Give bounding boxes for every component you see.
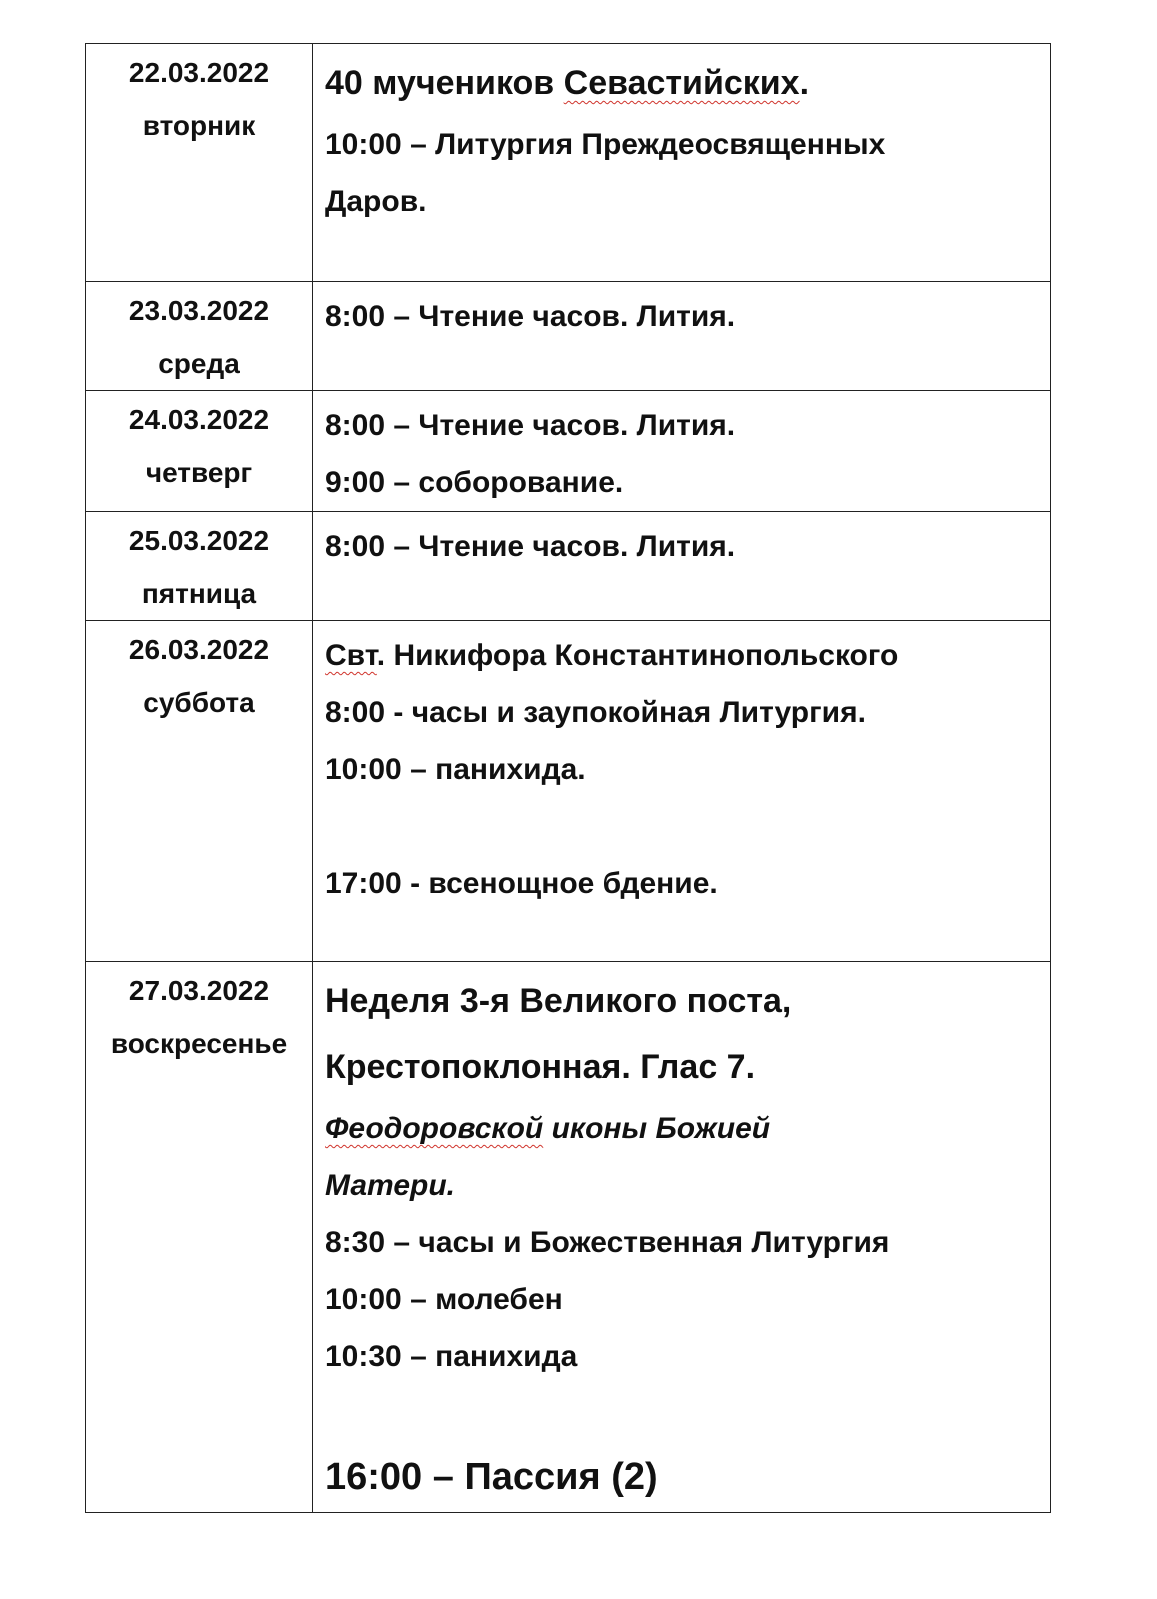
services-cell xyxy=(313,962,1051,1513)
service-line-suffix: . xyxy=(799,64,810,102)
service-date: 22.03.2022 xyxy=(128,57,270,88)
schedule-row xyxy=(86,621,1051,962)
date-cell xyxy=(86,512,313,621)
service-date: 23.03.2022 xyxy=(128,295,270,326)
service-line xyxy=(325,627,1050,684)
schedule-row xyxy=(86,282,1051,391)
service-line: 10:30 – панихида xyxy=(325,1340,578,1373)
weekday-label: суббота xyxy=(143,687,255,718)
date-cell xyxy=(86,282,313,391)
spellcheck-marked-word: Севастийских xyxy=(563,64,800,102)
service-date: 25.03.2022 xyxy=(128,525,270,556)
date-cell xyxy=(86,44,313,282)
weekday-label: пятница xyxy=(141,578,257,609)
service-line: 8:00 – Чтение часов. Лития. xyxy=(325,300,736,333)
service-line: 10:00 – Литургия Преждеосвященных xyxy=(325,128,886,161)
service-line: 8:00 – Чтение часов. Лития. xyxy=(325,530,736,563)
services-cell xyxy=(313,512,1051,621)
blank-line xyxy=(325,798,1050,855)
service-line: Матери. xyxy=(325,1169,455,1202)
service-date: 27.03.2022 xyxy=(128,975,270,1006)
service-line: 8:00 - часы и заупокойная Литургия. xyxy=(325,696,866,729)
service-line: 17:00 - всенощное бдение. xyxy=(325,867,718,900)
service-line: 8:00 – Чтение часов. Лития. xyxy=(325,409,736,442)
weekday-label: воскресенье xyxy=(110,1028,288,1059)
service-line: Неделя 3-я Великого поста, xyxy=(325,982,792,1020)
date-cell xyxy=(86,962,313,1513)
service-line: Крестопоклонная. Глас 7. xyxy=(325,1048,756,1086)
schedule-row xyxy=(86,512,1051,621)
weekday-label: вторник xyxy=(142,110,256,141)
services-cell xyxy=(313,282,1051,391)
schedule-row xyxy=(86,391,1051,512)
service-line-suffix: . Никифора Константинопольского xyxy=(376,639,899,672)
service-line: 8:30 – часы и Божественная Литургия xyxy=(325,1226,890,1259)
service-date: 24.03.2022 xyxy=(128,404,270,435)
spellcheck-marked-word: Феодоровской xyxy=(325,1112,544,1145)
service-line: 16:00 – Пассия (2) xyxy=(325,1456,658,1498)
date-cell xyxy=(86,391,313,512)
service-line: 10:00 – молебен xyxy=(325,1283,563,1316)
service-line: 10:00 – панихида. xyxy=(325,753,586,786)
services-cell xyxy=(313,44,1051,282)
service-line-prefix: 40 мучеников xyxy=(325,64,564,102)
service-line-suffix: иконы Божией xyxy=(543,1112,771,1145)
service-date: 26.03.2022 xyxy=(128,634,270,665)
schedule-table xyxy=(85,43,1051,1513)
blank-line xyxy=(325,1385,1050,1442)
service-line xyxy=(325,50,1050,116)
services-cell xyxy=(313,391,1051,512)
weekday-label: четверг xyxy=(145,457,253,488)
services-cell xyxy=(313,621,1051,962)
service-line: Даров. xyxy=(325,185,427,218)
service-line: 9:00 – соборование. xyxy=(325,466,624,499)
service-line xyxy=(325,1100,1050,1157)
spellcheck-marked-word: Свт xyxy=(325,639,377,672)
weekday-label: среда xyxy=(158,348,240,379)
schedule-row xyxy=(86,44,1051,282)
date-cell xyxy=(86,621,313,962)
schedule-row xyxy=(86,962,1051,1513)
